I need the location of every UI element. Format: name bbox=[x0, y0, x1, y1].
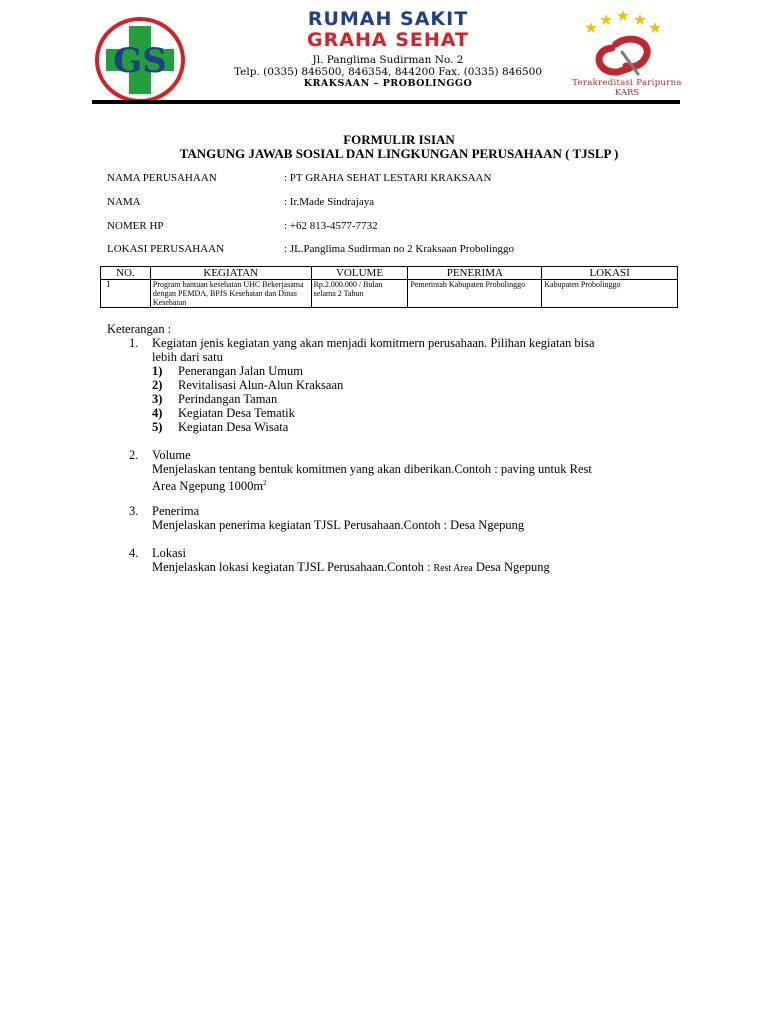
note3-text: Menjelaskan penerima kegiatan TJSL Perusahaan.Contoh : Desa Ngepung bbox=[152, 518, 525, 532]
note4-title: Lokasi bbox=[152, 546, 187, 560]
subitem-text: Perindangan Taman bbox=[178, 392, 278, 406]
col-header-kegiatan: KEGIATAN bbox=[150, 267, 311, 280]
cell-no: 1 bbox=[101, 280, 151, 308]
note2-title: Volume bbox=[152, 448, 191, 462]
col-header-penerima: PENERIMA bbox=[408, 267, 542, 280]
subitem-number: 1) bbox=[152, 364, 163, 378]
notes-heading: Keterangan : bbox=[107, 322, 172, 336]
note1-number: 1. bbox=[129, 336, 139, 350]
activity-table bbox=[100, 266, 678, 308]
field-value-name: : Ir.Made Sindrajaya bbox=[284, 196, 375, 208]
address-line1: Jl. Panglima Sudirman No. 2 bbox=[312, 54, 464, 66]
accreditation-kars: KARS bbox=[614, 88, 640, 98]
field-label-name: NAMA bbox=[107, 196, 141, 208]
note4-number: 4. bbox=[129, 546, 139, 560]
subitem-number: 3) bbox=[152, 392, 163, 406]
header-divider bbox=[92, 100, 680, 104]
subitem-text: Kegiatan Desa Wisata bbox=[178, 420, 289, 434]
note2-text: Menjelaskan tentang bentuk komitmen yang akan diberikan.Contoh : paving untuk Rest bbox=[152, 462, 592, 476]
cell-lokasi: Kabupaten Probolinggo bbox=[542, 280, 678, 308]
note4-text-a: Menjelaskan lokasi kegiatan TJSL Perusahaan.Contoh : bbox=[152, 560, 434, 574]
cell-kegiatan: Program bantuan kesehatan UHC Bekerjasama dengan PEMDA, BPJS Kesehatan dan Dinas Kesehatan bbox=[150, 280, 311, 308]
subitem-text: Kegiatan Desa Tematik bbox=[178, 406, 295, 420]
note1-text: Kegiatan jenis kegiatan yang akan menjadi komitmern perusahaan. Pilihan kegiatan bisa bbox=[152, 336, 595, 350]
hospital-name-line2: GRAHA SEHAT bbox=[307, 29, 469, 51]
cell-penerima: Pemerintah Kabupaten Probolinggo bbox=[408, 280, 542, 308]
subitem-number: 5) bbox=[152, 420, 163, 434]
note2-text-cont bbox=[152, 476, 267, 493]
form-subtitle: TANGUNG JAWAB SOSIAL DAN LINGKUNGAN PERUSAHAAN ( TJSLP ) bbox=[179, 146, 619, 161]
field-label-phone: NOMER HP bbox=[107, 220, 164, 232]
col-header-volume: VOLUME bbox=[311, 267, 408, 280]
form-title: FORMULIR ISIAN bbox=[343, 132, 455, 147]
note2-superscript: 2 bbox=[263, 479, 267, 487]
note3-number: 3. bbox=[129, 504, 139, 518]
field-value-phone: : +62 813-4577-7732 bbox=[284, 220, 378, 232]
note2-text-area: Area Ngepung 1000m bbox=[152, 479, 264, 494]
field-value-company: : PT GRAHA SEHAT LESTARI KRAKSAAN bbox=[284, 172, 492, 184]
table-header-row bbox=[101, 267, 678, 280]
note4-text-small: Rest Area bbox=[433, 563, 473, 574]
note4-text-b: Desa Ngepung bbox=[472, 560, 550, 574]
note3-title: Penerima bbox=[152, 504, 200, 518]
field-label-company: NAMA PERUSAHAAN bbox=[107, 172, 217, 184]
field-value-location: : JL.Panglima Sudirman no 2 Kraksaan Probolinggo bbox=[284, 243, 515, 255]
hospital-name-line1: RUMAH SAKIT bbox=[307, 8, 469, 30]
accreditation-text: Terakreditasi Paripurna bbox=[572, 78, 682, 88]
address-line3: KRAKSAAN – PROBOLINGGO bbox=[303, 78, 473, 89]
subitem-text: Revitalisasi Alun-Alun Kraksaan bbox=[178, 378, 344, 392]
note2-number: 2. bbox=[129, 448, 139, 462]
subitem-number: 4) bbox=[152, 406, 163, 420]
note1-text-cont: lebih dari satu bbox=[152, 350, 223, 364]
logo-letters: GS bbox=[113, 41, 167, 81]
subitem-text: Penerangan Jalan Umum bbox=[178, 364, 303, 378]
table-row bbox=[101, 280, 678, 308]
subitem-number: 2) bbox=[152, 378, 163, 392]
col-header-lokasi: LOKASI bbox=[542, 267, 678, 280]
address-line2: Telp. (0335) 846500, 846354, 844200 Fax. (0335) 846500 bbox=[233, 66, 543, 78]
cell-volume: Rp.2.000.000 / Bulan selama 2 Tahun bbox=[311, 280, 408, 308]
col-header-no: NO. bbox=[101, 267, 151, 280]
note4-text bbox=[152, 560, 550, 576]
field-label-location: LOKASI PERUSAHAAN bbox=[107, 243, 225, 255]
